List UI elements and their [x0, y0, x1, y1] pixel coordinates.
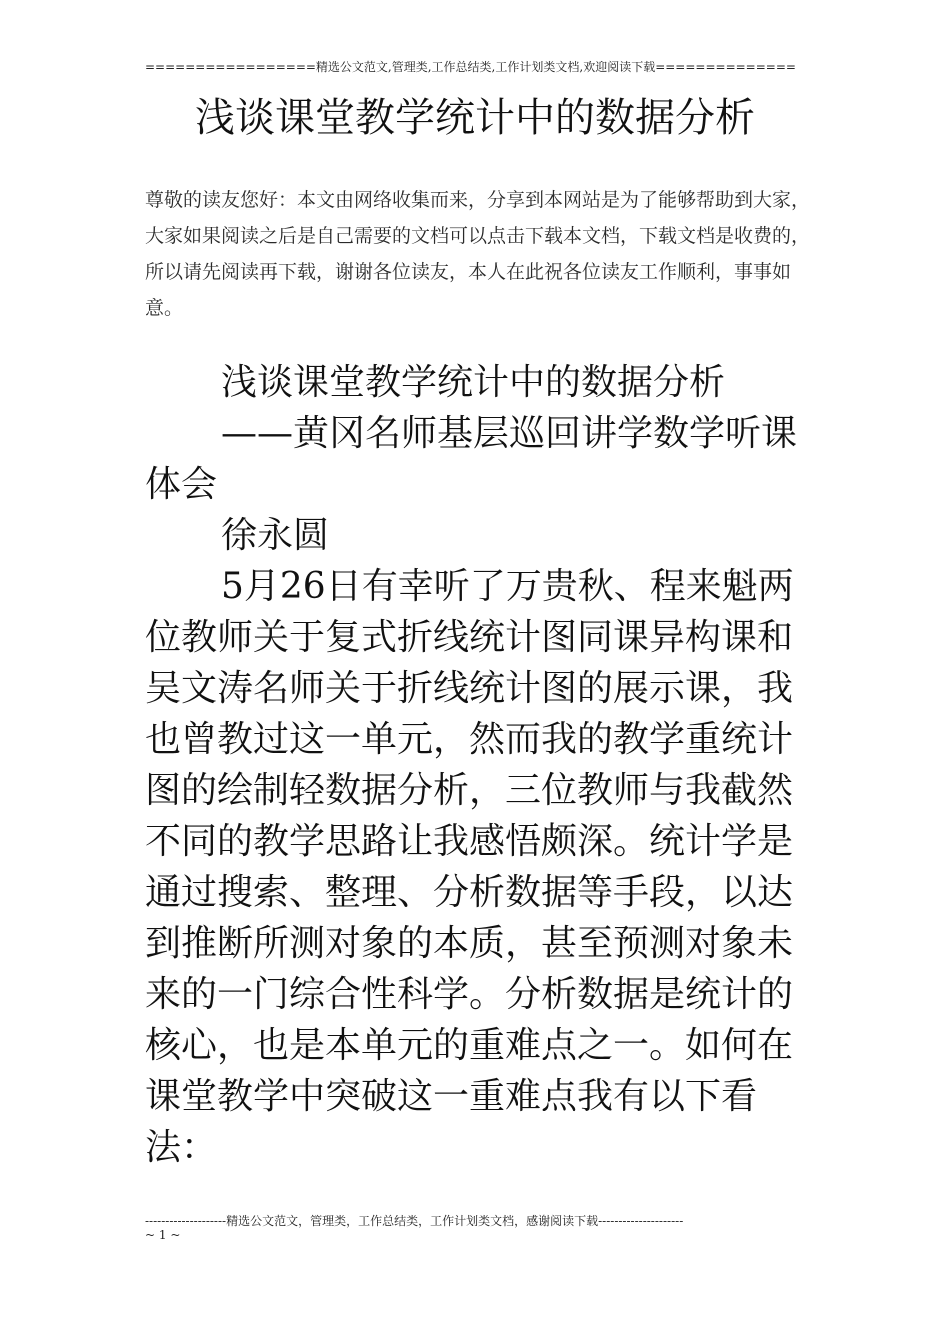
page-header: =================精选公文范文,管理类,工作总结类,工作计划类文档,欢迎阅读下载==============	[145, 60, 796, 74]
body-subtitle: ——黄冈名师基层巡回讲学数学听课体会	[145, 413, 798, 505]
body-title: 浅谈课堂教学统计中的数据分析	[221, 362, 726, 403]
document-body	[145, 357, 810, 1173]
intro-notice: 尊敬的读友您好：本文由网络收集而来，分享到本网站是为了能够帮助到大家，大家如果阅读之后是自己需要的文档可以点击下载本文档，下载文档是收费的，所以请先阅读再下载，谢谢各位读友，本人在此祝各位读友工作顺利，事事如意。	[145, 189, 811, 319]
body-paragraph: 5月26日有幸听了万贵秋、程来魁两位教师关于复式折线统计图同课异构课和吴文涛名师关于折线统计图的展示课，我也曾教过这一单元，然而我的教学重统计图的绘制轻数据分析，三位教师与我截然不同的教学思路让我感悟颇深。统计学是通过搜索、整理、分析数据等手段，以达到推断所测对象的本质，甚至预测对象未来的一门综合性科学。分析数据是统计的核心，也是本单元的重难点之一。如何在课堂教学中突破这一重难点我有以下看法：	[145, 566, 794, 1168]
body-author: 徐永圆	[221, 515, 330, 556]
page-number: ~ 1 ~	[145, 1228, 181, 1242]
document-title: 浅谈课堂教学统计中的数据分析	[195, 95, 755, 141]
page-footer: --------------------精选公文范文，管理类，工作总结类，工作计划类文档，感谢阅读下载---------------------	[145, 1214, 684, 1228]
